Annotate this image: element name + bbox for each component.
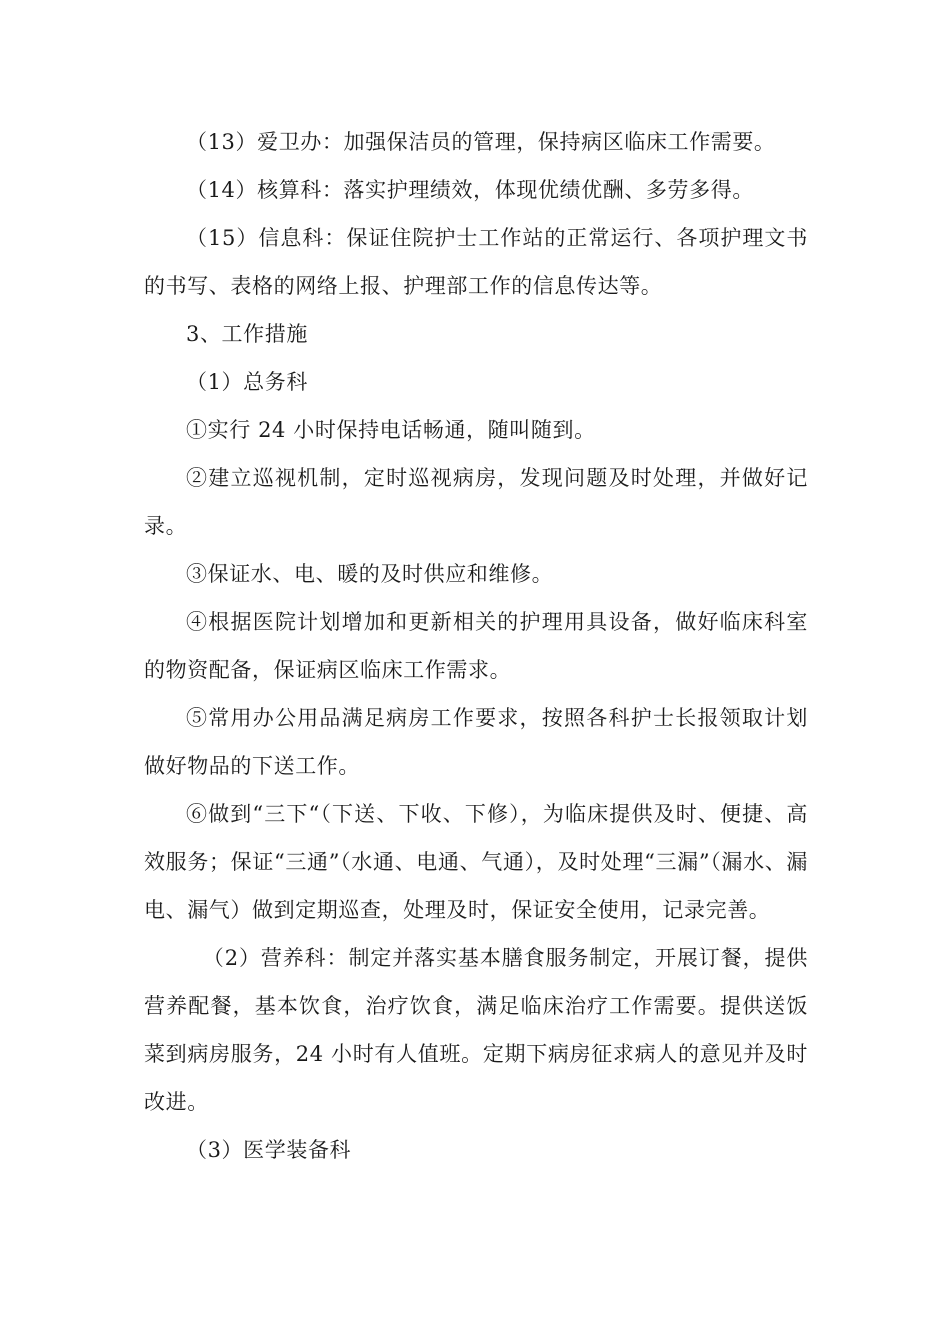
paragraph-hesuanke: （14）核算科：落实护理绩效，体现优绩优酬、多劳多得。 bbox=[186, 178, 754, 202]
list-item-3: ③保证水、电、暖的及时供应和维修。 bbox=[186, 562, 554, 586]
list-item-6: ⑥做到“三下“（下送、下收、下修），为临床提供及时、便捷、高效服务；保证“三通”（水通、电通、气通），及时处理“三漏”（漏水、漏电、漏气）做到定期巡查，处理及时，保证安全使用，记录完善。 bbox=[144, 802, 808, 922]
list-item-2: ②建立巡视机制，定时巡视病房，发现问题及时处理，并做好记录。 bbox=[144, 466, 808, 538]
paragraph-aiweiban: （13）爱卫办：加强保洁员的管理，保持病区临床工作需要。 bbox=[186, 130, 776, 154]
document-body bbox=[144, 118, 808, 1174]
list-item-4: ④根据医院计划增加和更新相关的护理用具设备，做好临床科室的物资配备，保证病区临床工作需求。 bbox=[144, 610, 808, 682]
paragraph-yingyangke: （2）营养科：制定并落实基本膳食服务制定，开展订餐，提供营养配餐，基本饮食，治疗饮食，满足临床治疗工作需要。提供送饭菜到病房服务，24 小时有人值班。定期下病房征求病人的意见并及时改进。 bbox=[144, 946, 808, 1114]
subheading-zongwuke: （1）总务科 bbox=[186, 370, 308, 394]
subheading-yixuezhuangbeike: （3）医学装备科 bbox=[186, 1138, 352, 1162]
section-heading-measures: 3、工作措施 bbox=[186, 322, 308, 346]
list-item-1: ①实行 24 小时保持电话畅通，随叫随到。 bbox=[186, 418, 596, 442]
paragraph-xinxike: （15）信息科：保证住院护士工作站的正常运行、各项护理文书的书写、表格的网络上报、护理部工作的信息传达等。 bbox=[144, 226, 808, 298]
list-item-5: ⑤常用办公用品满足病房工作要求，按照各科护士长报领取计划做好物品的下送工作。 bbox=[144, 706, 808, 778]
